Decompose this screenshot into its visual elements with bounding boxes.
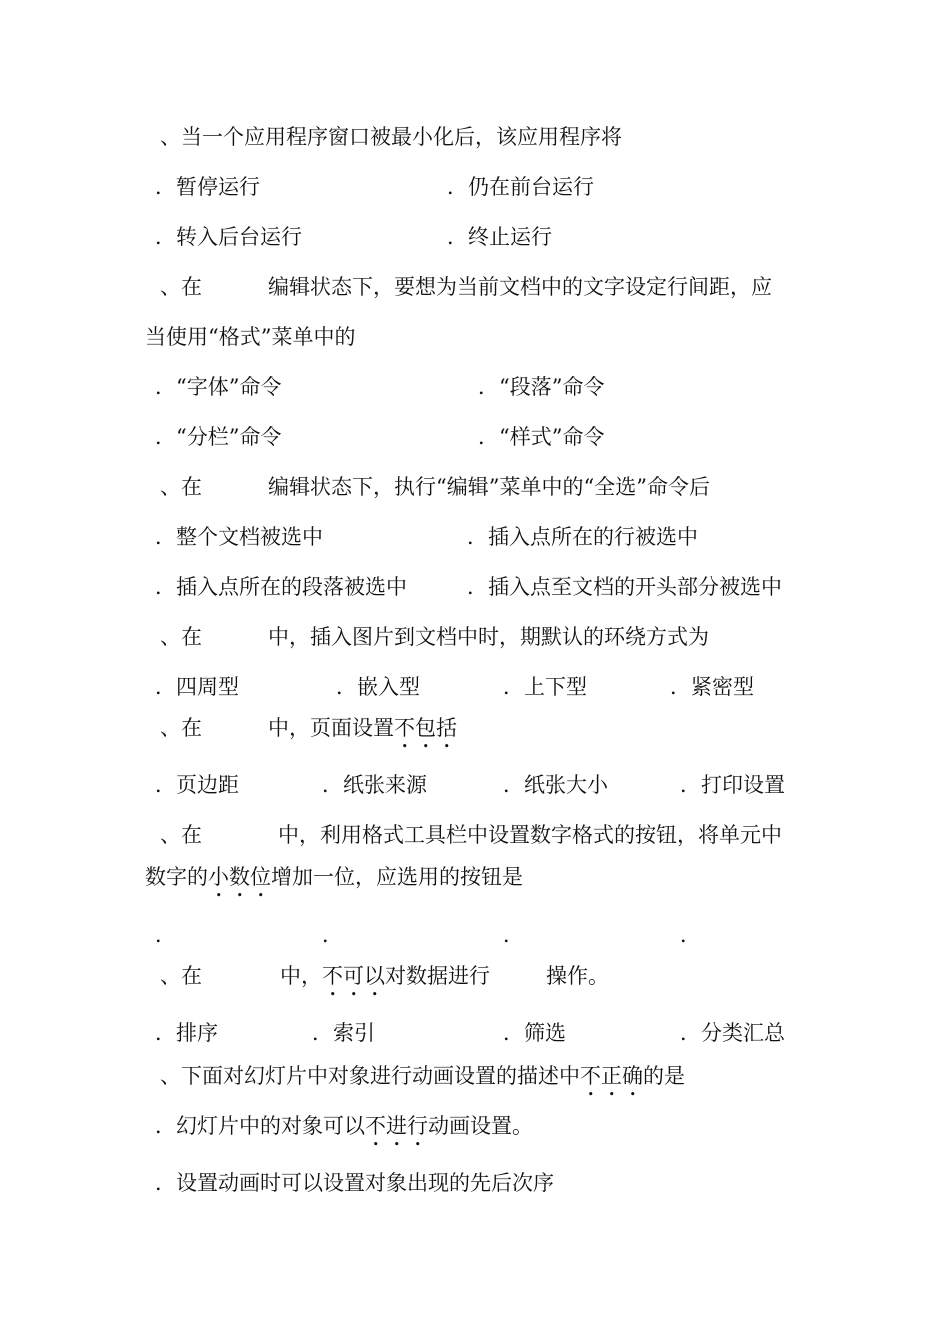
question-7-option-d: ．分类汇总	[680, 1021, 785, 1045]
question-7-stem	[280, 963, 490, 1001]
question-7-option-a: ．排序	[155, 1021, 218, 1045]
question-1-option-d: ．终止运行	[447, 225, 552, 249]
question-4-stem-prefix: 、在	[160, 625, 202, 649]
question-7-stem-prefix: 、在	[160, 964, 202, 988]
question-8-option-a-text-a: ．幻灯片中的对象可以	[155, 1114, 365, 1138]
question-1-option-a: ．暂停运行	[155, 175, 260, 199]
question-2-option-d: ．“样式”命令	[478, 425, 605, 449]
question-7-text-b: 对数据进行	[385, 964, 490, 988]
question-8-text-a: 、下面对幻灯片中对象进行动画设置的描述中	[160, 1064, 580, 1088]
question-5-option-b: ．纸张来源	[322, 773, 427, 797]
question-6-option-b: ．	[322, 923, 343, 947]
question-6-stem-prefix: 、在	[160, 823, 202, 847]
question-3-stem: 编辑状态下，执行“编辑”菜单中的“全选”命令后	[268, 475, 710, 499]
question-1-option-c: ．转入后台运行	[155, 225, 302, 249]
question-8-option-a-emphasis: 不进行	[365, 1114, 428, 1138]
question-2-stem: 编辑状态下，要想为当前文档中的文字设定行间距，应	[268, 275, 772, 299]
question-5-option-c: ．纸张大小	[503, 773, 608, 797]
question-7-text-a: 中，	[280, 964, 322, 988]
question-6-option-c: ．	[503, 923, 524, 947]
question-5-option-d: ．打印设置	[680, 773, 785, 797]
question-7-option-b: ．索引	[312, 1021, 375, 1045]
question-4-option-c: ．上下型	[503, 675, 587, 699]
question-8-option-b: ．设置动画时可以设置对象出现的先后次序	[155, 1171, 554, 1195]
question-1-option-b: ．仍在前台运行	[447, 175, 594, 199]
question-6-text-a: 数字的	[145, 865, 208, 889]
question-6-emphasis: 小数位	[208, 865, 271, 889]
question-3-option-c: ．插入点所在的段落被选中	[155, 575, 407, 599]
question-7-option-c: ．筛选	[503, 1021, 566, 1045]
question-6-stem: 中，利用格式工具栏中设置数字格式的按钮，将单元中	[278, 823, 782, 847]
question-3-option-d: ．插入点至文档的开头部分被选中	[467, 575, 782, 599]
question-7-emphasis: 不可以	[322, 964, 385, 988]
question-2-option-b: ．“段落”命令	[478, 375, 605, 399]
question-3-option-a: ．整个文档被选中	[155, 525, 323, 549]
question-3-stem-prefix: 、在	[160, 475, 202, 499]
question-5-stem	[268, 715, 457, 753]
question-7-stem-end: 操作。	[546, 964, 609, 988]
question-6-option-a: ．	[155, 923, 176, 947]
question-6-stem-cont	[145, 864, 523, 902]
question-6-option-d: ．	[680, 923, 701, 947]
question-8-stem	[160, 1063, 685, 1101]
question-8-option-a-text-b: 动画设置。	[428, 1114, 533, 1138]
question-8-option-a	[155, 1113, 533, 1151]
question-2-stem-cont: 当使用“格式”菜单中的	[145, 325, 356, 349]
question-1-stem: 、当一个应用程序窗口被最小化后，该应用程序将	[160, 125, 622, 149]
question-4-option-a: ．四周型	[155, 675, 239, 699]
question-6-text-b: 增加一位，应选用的按钮是	[271, 865, 523, 889]
question-4-stem: 中，插入图片到文档中时，期默认的环绕方式为	[268, 625, 709, 649]
question-5-stem-prefix: 、在	[160, 716, 202, 740]
question-4-option-d: ．紧密型	[670, 675, 754, 699]
question-4-option-b: ．嵌入型	[336, 675, 420, 699]
question-5-option-a: ．页边距	[155, 773, 239, 797]
question-2-option-a: ．“字体”命令	[155, 375, 282, 399]
question-5-emphasis: 不包括	[394, 716, 457, 740]
question-5-stem-text: 中，页面设置	[268, 716, 394, 740]
question-2-stem-prefix: 、在	[160, 275, 202, 299]
question-8-emphasis: 不正确	[580, 1064, 643, 1088]
question-3-option-b: ．插入点所在的行被选中	[467, 525, 698, 549]
question-2-option-c: ．“分栏”命令	[155, 425, 282, 449]
question-8-text-b: 的是	[643, 1064, 685, 1088]
